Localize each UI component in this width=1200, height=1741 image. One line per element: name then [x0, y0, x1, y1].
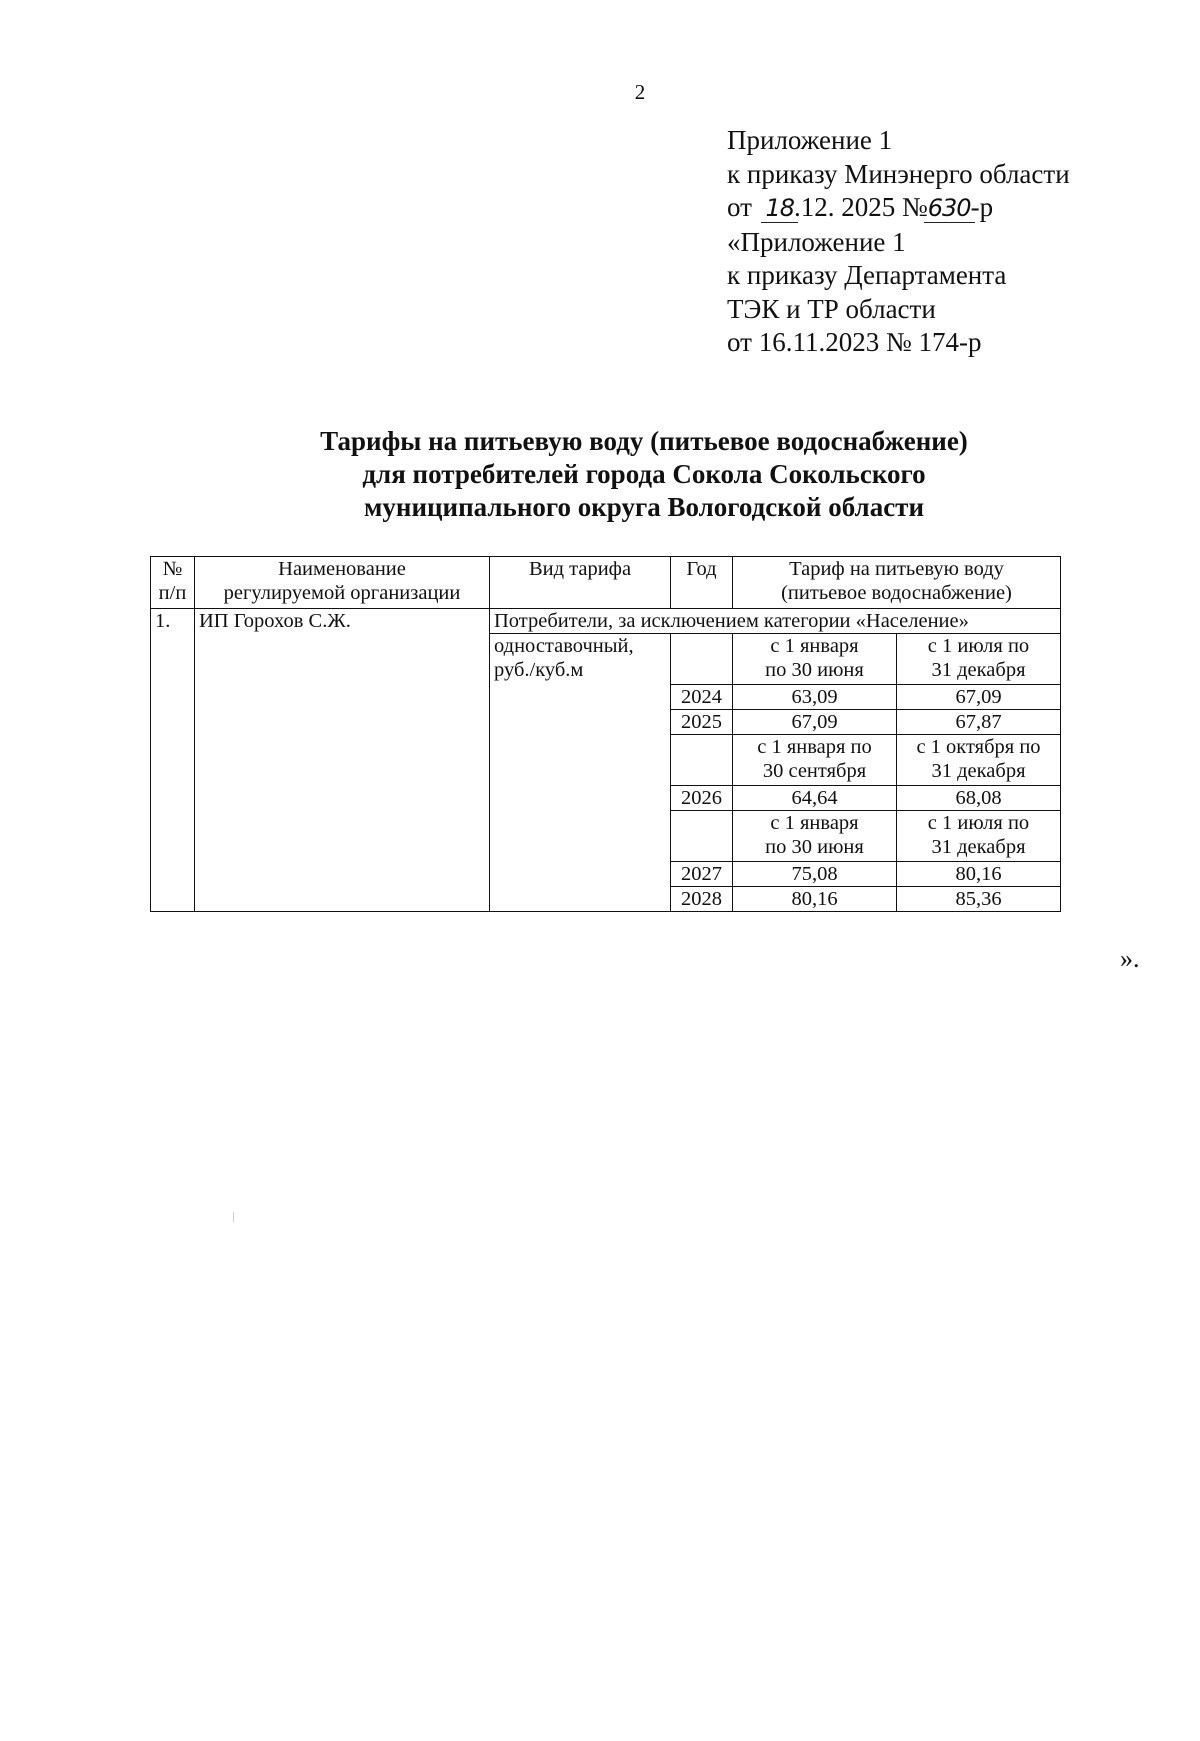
title-line: Тарифы на питьевую воду (питьевое водоснабжение) [320, 426, 968, 456]
cell-value: 80,16 [897, 862, 1061, 887]
cell-year-empty [671, 735, 733, 786]
annex-block [727, 124, 1167, 360]
cell-num: 1. [151, 609, 195, 912]
cell-value: 67,09 [733, 710, 897, 735]
header-year: Год [671, 557, 733, 609]
table-header-row [151, 557, 1061, 609]
cell-period: с 1 июля по 31 декабря [897, 634, 1061, 685]
cell-category: Потребители, за исключением категории «Население» [490, 609, 1061, 634]
cell-value: 64,64 [733, 786, 897, 811]
annex-prefix: от [727, 192, 752, 222]
cell-value: 68,08 [897, 786, 1061, 811]
cell-year: 2027 [671, 862, 733, 887]
cell-period: с 1 октября по 31 декабря [897, 735, 1061, 786]
header-num: № п/п [151, 557, 195, 609]
cell-year-empty [671, 634, 733, 685]
handwritten-order-number: 630 [928, 192, 971, 226]
cell-value: 67,09 [897, 685, 1061, 710]
annex-suffix: -р [970, 192, 994, 222]
header-type: Вид тарифа [490, 557, 671, 609]
cell-tariff-type: одноставочный, руб./куб.м [490, 634, 671, 912]
cell-period: с 1 января по 30 сентября [733, 735, 897, 786]
header-tariff: Тариф на питьевую воду (питьевое водоснабжение) [733, 557, 1061, 609]
annex-line: от 16.11.2023 № 174-р [727, 327, 982, 357]
annex-line: ТЭК и ТР области [727, 293, 936, 324]
cell-value: 75,08 [733, 862, 897, 887]
cell-year: 2026 [671, 786, 733, 811]
tariff-table [150, 556, 1061, 912]
cell-value: 85,36 [897, 887, 1061, 912]
cell-year: 2028 [671, 887, 733, 912]
handwritten-day: 18 [765, 192, 794, 226]
annex-line: к приказу Минэнерго области [727, 158, 1070, 189]
annex-order-line [727, 191, 1167, 226]
cell-value: 80,16 [733, 887, 897, 912]
cell-period: с 1 января по 30 июня [733, 634, 897, 685]
annex-line: к приказу Департамента [727, 260, 1007, 290]
annex-line: Приложение 1 [727, 125, 893, 155]
cell-year: 2024 [671, 685, 733, 710]
title-line: для потребителей города Сокола Сокольского [362, 459, 926, 489]
title-line: муниципального округа Вологодской области [364, 492, 924, 522]
closing-quote-mark: ». [1120, 944, 1140, 973]
cell-value: 63,09 [733, 685, 897, 710]
cell-value: 67,87 [897, 710, 1061, 735]
annex-line: «Приложение 1 [727, 226, 906, 257]
document-title [150, 425, 1138, 524]
cell-year: 2025 [671, 710, 733, 735]
cell-org: ИП Горохов С.Ж. [195, 609, 490, 912]
scan-speck [233, 1212, 234, 1222]
header-org: Наименование регулируемой организации [195, 557, 490, 609]
cell-period: с 1 января по 30 июня [733, 811, 897, 862]
cell-year-empty [671, 811, 733, 862]
cell-period: с 1 июля по 31 декабря [897, 811, 1061, 862]
annex-mid: .12. 2025 № [794, 192, 928, 222]
page-number: 2 [634, 80, 646, 104]
table-row [151, 609, 1061, 634]
